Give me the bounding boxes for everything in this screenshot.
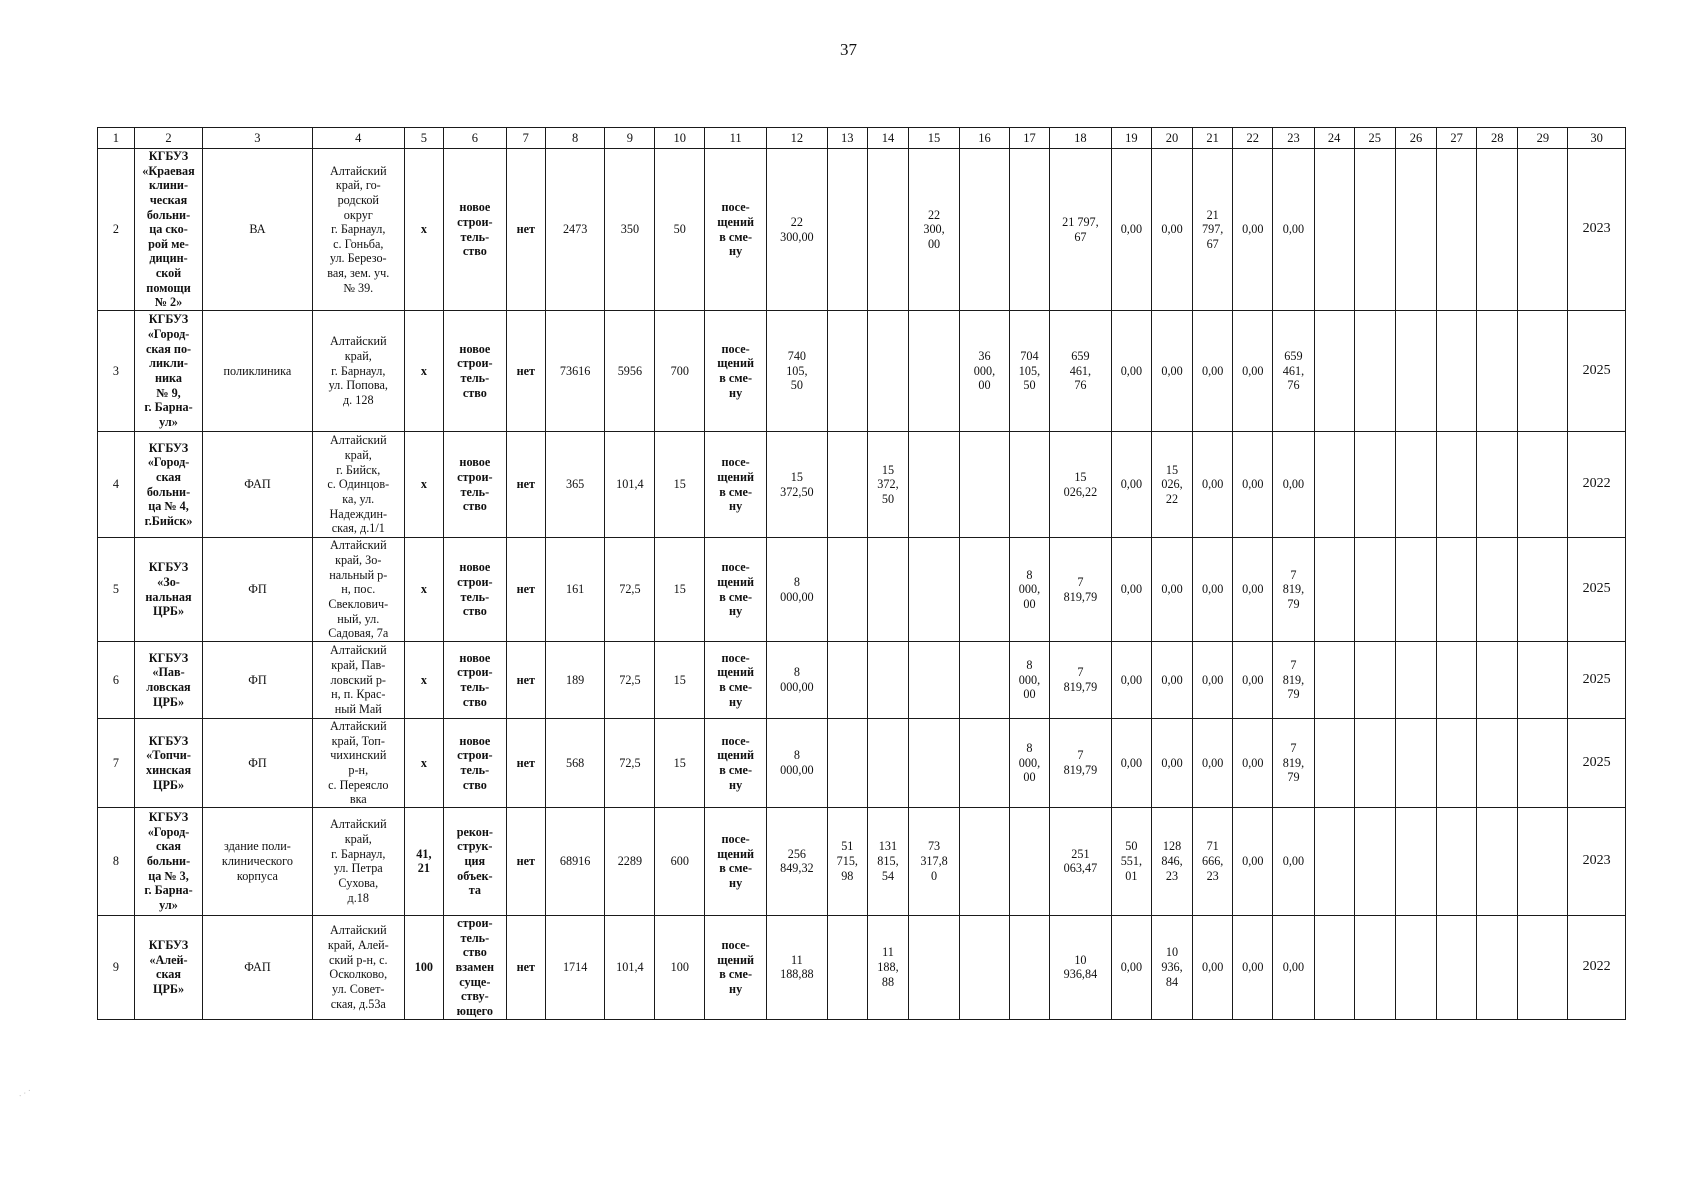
header-cell: 8 [545, 128, 605, 149]
table-cell [960, 432, 1010, 538]
table-cell: КГБУЗ «Зо- нальная ЦРБ» [134, 538, 202, 642]
table-cell: 11 188, 88 [867, 915, 908, 1019]
table-cell [1314, 719, 1354, 808]
table-cell: 0,00 [1111, 311, 1151, 432]
table-cell: 0,00 [1151, 311, 1192, 432]
table-cell [909, 642, 960, 719]
table-cell [1477, 719, 1518, 808]
table-cell [867, 311, 908, 432]
table-cell: здание поли- клинического корпуса [203, 807, 313, 915]
table-cell [1314, 432, 1354, 538]
table-cell: 189 [545, 642, 605, 719]
table-cell: х [404, 149, 443, 311]
table-cell: ФП [203, 538, 313, 642]
table-cell: 0,00 [1273, 807, 1314, 915]
table-cell: ФАП [203, 432, 313, 538]
table-cell [1314, 807, 1354, 915]
table-cell: 50 [655, 149, 705, 311]
table-cell: посе- щений в сме- ну [705, 719, 767, 808]
table-cell: 100 [655, 915, 705, 1019]
table-cell [1354, 149, 1395, 311]
table-cell [1314, 915, 1354, 1019]
table-cell [1518, 807, 1568, 915]
table-cell: посе- щений в сме- ну [705, 538, 767, 642]
table-cell [1314, 642, 1354, 719]
table-cell [960, 642, 1010, 719]
table-cell: 72,5 [605, 538, 655, 642]
header-cell: 30 [1568, 128, 1626, 149]
table-cell [960, 149, 1010, 311]
table-cell: 15 372,50 [767, 432, 828, 538]
table-cell: 8 [98, 807, 135, 915]
table-cell: 15 [655, 538, 705, 642]
table-row [98, 538, 1626, 642]
table-cell: посе- щений в сме- ну [705, 432, 767, 538]
table-cell: 0,00 [1233, 807, 1273, 915]
table-cell [827, 311, 867, 432]
table-cell: 704 105, 50 [1009, 311, 1049, 432]
header-cell: 24 [1314, 128, 1354, 149]
table-cell [1354, 432, 1395, 538]
table-cell: 8 000,00 [767, 538, 828, 642]
table-cell [1395, 915, 1436, 1019]
header-cell: 21 [1193, 128, 1233, 149]
table-cell: 7 819,79 [1050, 642, 1112, 719]
table-cell: 2025 [1568, 719, 1626, 808]
table-cell: 8 000, 00 [1009, 538, 1049, 642]
table-cell: 15 026,22 [1050, 432, 1112, 538]
table-cell: 7 819,79 [1050, 538, 1112, 642]
table-cell [960, 538, 1010, 642]
table-cell: 0,00 [1273, 149, 1314, 311]
table-cell [1437, 807, 1477, 915]
table-cell [1477, 149, 1518, 311]
table-cell: 161 [545, 538, 605, 642]
header-cell: 23 [1273, 128, 1314, 149]
table-cell: 7 819, 79 [1273, 642, 1314, 719]
table-cell [827, 915, 867, 1019]
table-cell: 2022 [1568, 432, 1626, 538]
table-cell: Алтайский край, Пав- ловский р- н, п. Крас- ный Май [312, 642, 404, 719]
header-cell: 18 [1050, 128, 1112, 149]
header-cell: 19 [1111, 128, 1151, 149]
table-row [98, 642, 1626, 719]
table-cell: 251 063,47 [1050, 807, 1112, 915]
table-row [98, 311, 1626, 432]
table-cell: 659 461, 76 [1273, 311, 1314, 432]
table-cell [827, 149, 867, 311]
table-cell [909, 432, 960, 538]
table-cell: нет [506, 149, 545, 311]
table-cell: посе- щений в сме- ну [705, 915, 767, 1019]
table-cell: 50 551, 01 [1111, 807, 1151, 915]
header-cell: 6 [443, 128, 506, 149]
header-cell: 29 [1518, 128, 1568, 149]
table-cell: 101,4 [605, 915, 655, 1019]
header-row [98, 128, 1626, 149]
table-cell: 5956 [605, 311, 655, 432]
table-cell [1518, 432, 1568, 538]
table-cell: 21 797, 67 [1050, 149, 1112, 311]
table-cell: 740 105, 50 [767, 311, 828, 432]
table-cell: 0,00 [1151, 149, 1192, 311]
table-cell: 5 [98, 538, 135, 642]
table-cell [960, 807, 1010, 915]
table-cell: 0,00 [1273, 915, 1314, 1019]
header-cell: 9 [605, 128, 655, 149]
table-cell [1477, 915, 1518, 1019]
table-cell [867, 538, 908, 642]
table-cell: 7 819, 79 [1273, 719, 1314, 808]
table-cell: 2022 [1568, 915, 1626, 1019]
table-cell [1518, 915, 1568, 1019]
table-cell: 72,5 [605, 642, 655, 719]
table-cell [1354, 311, 1395, 432]
table-cell: Алтайский край, г. Бийск, с. Одинцов- ка, ул. Надеждин- ская, д.1/1 [312, 432, 404, 538]
table-cell [867, 149, 908, 311]
table-cell: х [404, 432, 443, 538]
table-cell [1354, 538, 1395, 642]
table-cell: 0,00 [1193, 642, 1233, 719]
table-cell [1477, 311, 1518, 432]
table-cell [960, 719, 1010, 808]
table-cell: новое строи- тель- ство [443, 642, 506, 719]
table-cell: 41, 21 [404, 807, 443, 915]
table-cell: 2025 [1568, 642, 1626, 719]
table-cell: 2289 [605, 807, 655, 915]
header-cell: 25 [1354, 128, 1395, 149]
table-cell: ФАП [203, 915, 313, 1019]
table-cell [867, 719, 908, 808]
table-cell: 2025 [1568, 311, 1626, 432]
table-cell: 2 [98, 149, 135, 311]
table-cell [1518, 311, 1568, 432]
table-cell: нет [506, 915, 545, 1019]
header-cell: 17 [1009, 128, 1049, 149]
table-cell: Алтайский край, Алей- ский р-н, с. Осколково, ул. Совет- ская, д.53а [312, 915, 404, 1019]
table-cell: КГБУЗ «Пав- ловская ЦРБ» [134, 642, 202, 719]
table-cell: 0,00 [1151, 538, 1192, 642]
table-cell: 700 [655, 311, 705, 432]
table-cell: нет [506, 719, 545, 808]
table-cell: 6 [98, 642, 135, 719]
table-cell: 4 [98, 432, 135, 538]
table-cell: 0,00 [1193, 311, 1233, 432]
table-cell [1395, 538, 1436, 642]
table-cell: 10 936,84 [1050, 915, 1112, 1019]
data-table [97, 127, 1626, 1020]
table-cell: 73 317,8 0 [909, 807, 960, 915]
table-cell [1518, 719, 1568, 808]
table-cell: новое строи- тель- ство [443, 149, 506, 311]
table-cell: 22 300, 00 [909, 149, 960, 311]
header-cell: 5 [404, 128, 443, 149]
table-cell: 0,00 [1193, 432, 1233, 538]
table-cell [1477, 432, 1518, 538]
table-cell: КГБУЗ «Топчи- хинская ЦРБ» [134, 719, 202, 808]
table-cell: 0,00 [1233, 149, 1273, 311]
table-cell [1314, 149, 1354, 311]
header-cell: 2 [134, 128, 202, 149]
table-cell [827, 719, 867, 808]
table-cell [1518, 149, 1568, 311]
table-cell [1477, 807, 1518, 915]
table-cell: 0,00 [1273, 432, 1314, 538]
header-cell: 13 [827, 128, 867, 149]
table-cell: 0,00 [1193, 538, 1233, 642]
table-row [98, 915, 1626, 1019]
table-cell: 2023 [1568, 149, 1626, 311]
table-cell: 0,00 [1111, 149, 1151, 311]
table-cell: 256 849,32 [767, 807, 828, 915]
table-cell [909, 311, 960, 432]
table-cell [827, 642, 867, 719]
table-cell: 131 815, 54 [867, 807, 908, 915]
table-cell: 7 [98, 719, 135, 808]
header-cell: 3 [203, 128, 313, 149]
table-cell: 2025 [1568, 538, 1626, 642]
table-cell: КГБУЗ «Город- ская больни- ца № 4, г.Бийск» [134, 432, 202, 538]
table-cell: ФП [203, 719, 313, 808]
table-cell: 22 300,00 [767, 149, 828, 311]
table-cell: новое строи- тель- ство [443, 311, 506, 432]
table-cell: КГБУЗ «Краевая клини- ческая больни- ца ско- рой ме- дицин- ской помощи № 2» [134, 149, 202, 311]
table-cell: 15 [655, 642, 705, 719]
table-cell [1009, 149, 1049, 311]
table-cell [1314, 311, 1354, 432]
table-cell [1354, 719, 1395, 808]
header-cell: 26 [1395, 128, 1436, 149]
header-cell: 7 [506, 128, 545, 149]
table-cell [1395, 432, 1436, 538]
table-cell [827, 538, 867, 642]
table-row [98, 807, 1626, 915]
table-cell [1354, 807, 1395, 915]
table-cell: Алтайский край, Топ- чихинский р-н, с. Переясло вка [312, 719, 404, 808]
table-cell [1477, 642, 1518, 719]
table-cell: 0,00 [1233, 915, 1273, 1019]
table-cell: поликлиника [203, 311, 313, 432]
table-cell [1437, 311, 1477, 432]
table-cell: 0,00 [1193, 915, 1233, 1019]
header-cell: 11 [705, 128, 767, 149]
table-cell: посе- щений в сме- ну [705, 807, 767, 915]
table-cell: 2473 [545, 149, 605, 311]
table-cell: 0,00 [1193, 719, 1233, 808]
table-cell: 0,00 [1233, 311, 1273, 432]
table-cell: КГБУЗ «Алей- ская ЦРБ» [134, 915, 202, 1019]
table-cell: посе- щений в сме- ну [705, 642, 767, 719]
table-cell: 8 000, 00 [1009, 719, 1049, 808]
table-cell: нет [506, 642, 545, 719]
table-cell [1395, 719, 1436, 808]
table-cell: 350 [605, 149, 655, 311]
table-cell: Алтайский край, го- родской округ г. Барнаул, с. Гоньба, ул. Березо- вая, зем. уч. № 39. [312, 149, 404, 311]
scan-artifact: · · · [16, 1085, 34, 1101]
table-cell: 0,00 [1233, 642, 1273, 719]
table-cell [1009, 915, 1049, 1019]
header-cell: 22 [1233, 128, 1273, 149]
table-cell: 7 819,79 [1050, 719, 1112, 808]
table-cell: х [404, 719, 443, 808]
table-cell: рекон- струк- ция объек- та [443, 807, 506, 915]
table-cell [909, 915, 960, 1019]
table-cell [827, 432, 867, 538]
table-cell: 21 797, 67 [1193, 149, 1233, 311]
table-cell: 600 [655, 807, 705, 915]
table-cell: новое строи- тель- ство [443, 432, 506, 538]
table-cell: 0,00 [1151, 642, 1192, 719]
table-cell [1518, 642, 1568, 719]
table-cell: 8 000, 00 [1009, 642, 1049, 719]
table-cell: посе- щений в сме- ну [705, 149, 767, 311]
table-row [98, 149, 1626, 311]
table-cell [1518, 538, 1568, 642]
table-cell: 0,00 [1111, 432, 1151, 538]
table-cell: новое строи- тель- ство [443, 719, 506, 808]
table-cell: 11 188,88 [767, 915, 828, 1019]
table-cell: нет [506, 538, 545, 642]
header-cell: 14 [867, 128, 908, 149]
table-cell: Алтайский край, г. Барнаул, ул. Петра Сухова, д.18 [312, 807, 404, 915]
table-cell: посе- щений в сме- ну [705, 311, 767, 432]
table-row [98, 719, 1626, 808]
table-cell: 68916 [545, 807, 605, 915]
table-cell: 0,00 [1111, 915, 1151, 1019]
table-cell [1437, 642, 1477, 719]
header-cell: 15 [909, 128, 960, 149]
table-cell [1437, 432, 1477, 538]
table-cell: 568 [545, 719, 605, 808]
table-cell: 0,00 [1111, 538, 1151, 642]
table-cell: 8 000,00 [767, 642, 828, 719]
table-cell: Алтайский край, Зо- нальный р- н, пос. Свеклович- ный, ул. Садовая, 7а [312, 538, 404, 642]
header-cell: 1 [98, 128, 135, 149]
table-cell: 365 [545, 432, 605, 538]
table-cell: 0,00 [1233, 538, 1273, 642]
header-cell: 20 [1151, 128, 1192, 149]
table-cell: 72,5 [605, 719, 655, 808]
header-cell: 27 [1437, 128, 1477, 149]
table-cell: 101,4 [605, 432, 655, 538]
table-cell: 0,00 [1111, 719, 1151, 808]
table-cell: х [404, 642, 443, 719]
header-cell: 4 [312, 128, 404, 149]
table-cell: Алтайский край, г. Барнаул, ул. Попова, д. 128 [312, 311, 404, 432]
table-cell [909, 719, 960, 808]
table-cell [1477, 538, 1518, 642]
table-cell: 2023 [1568, 807, 1626, 915]
table-cell: КГБУЗ «Город- ская больни- ца № 3, г. Барна- ул» [134, 807, 202, 915]
table-cell: нет [506, 807, 545, 915]
table-cell: строи- тель- ство взамен суще- ству- ющего [443, 915, 506, 1019]
table-row [98, 432, 1626, 538]
header-cell: 10 [655, 128, 705, 149]
table-cell [1009, 807, 1049, 915]
table-cell: 0,00 [1111, 642, 1151, 719]
table-cell: 15 [655, 719, 705, 808]
table-cell [1314, 538, 1354, 642]
table-cell: 100 [404, 915, 443, 1019]
table-cell [1395, 807, 1436, 915]
table-cell [1354, 915, 1395, 1019]
table-cell: ВА [203, 149, 313, 311]
table-cell: 0,00 [1151, 719, 1192, 808]
table-cell [1437, 538, 1477, 642]
table-cell [1354, 642, 1395, 719]
page-number: 37 [840, 40, 857, 59]
table-cell: 9 [98, 915, 135, 1019]
table-cell [1395, 149, 1436, 311]
table-cell [1395, 311, 1436, 432]
header-cell: 12 [767, 128, 828, 149]
table-cell [1395, 642, 1436, 719]
table-cell [1009, 432, 1049, 538]
table-cell: КГБУЗ «Город- ская по- ликли- ника № 9, г. Барна- ул» [134, 311, 202, 432]
table-cell: 0,00 [1233, 719, 1273, 808]
table-cell: х [404, 311, 443, 432]
table-cell: ФП [203, 642, 313, 719]
table-cell: 71 666, 23 [1193, 807, 1233, 915]
table-cell [909, 538, 960, 642]
table-cell [960, 915, 1010, 1019]
table-cell: 1714 [545, 915, 605, 1019]
table-cell: 51 715, 98 [827, 807, 867, 915]
table-cell: 0,00 [1233, 432, 1273, 538]
table-cell: 3 [98, 311, 135, 432]
table-cell: нет [506, 432, 545, 538]
table-cell [867, 642, 908, 719]
table-cell: 15 026, 22 [1151, 432, 1192, 538]
table-cell: 36 000, 00 [960, 311, 1010, 432]
table-cell: 659 461, 76 [1050, 311, 1112, 432]
table-cell: нет [506, 311, 545, 432]
table-cell: 8 000,00 [767, 719, 828, 808]
table-cell [1437, 149, 1477, 311]
table-cell: 128 846, 23 [1151, 807, 1192, 915]
table-cell [1437, 719, 1477, 808]
table-cell: х [404, 538, 443, 642]
header-cell: 28 [1477, 128, 1518, 149]
table-cell: 7 819, 79 [1273, 538, 1314, 642]
table-cell: 10 936, 84 [1151, 915, 1192, 1019]
table-cell: новое строи- тель- ство [443, 538, 506, 642]
table-cell: 15 372, 50 [867, 432, 908, 538]
table-cell [1437, 915, 1477, 1019]
table-cell: 73616 [545, 311, 605, 432]
header-cell: 16 [960, 128, 1010, 149]
table-cell: 15 [655, 432, 705, 538]
